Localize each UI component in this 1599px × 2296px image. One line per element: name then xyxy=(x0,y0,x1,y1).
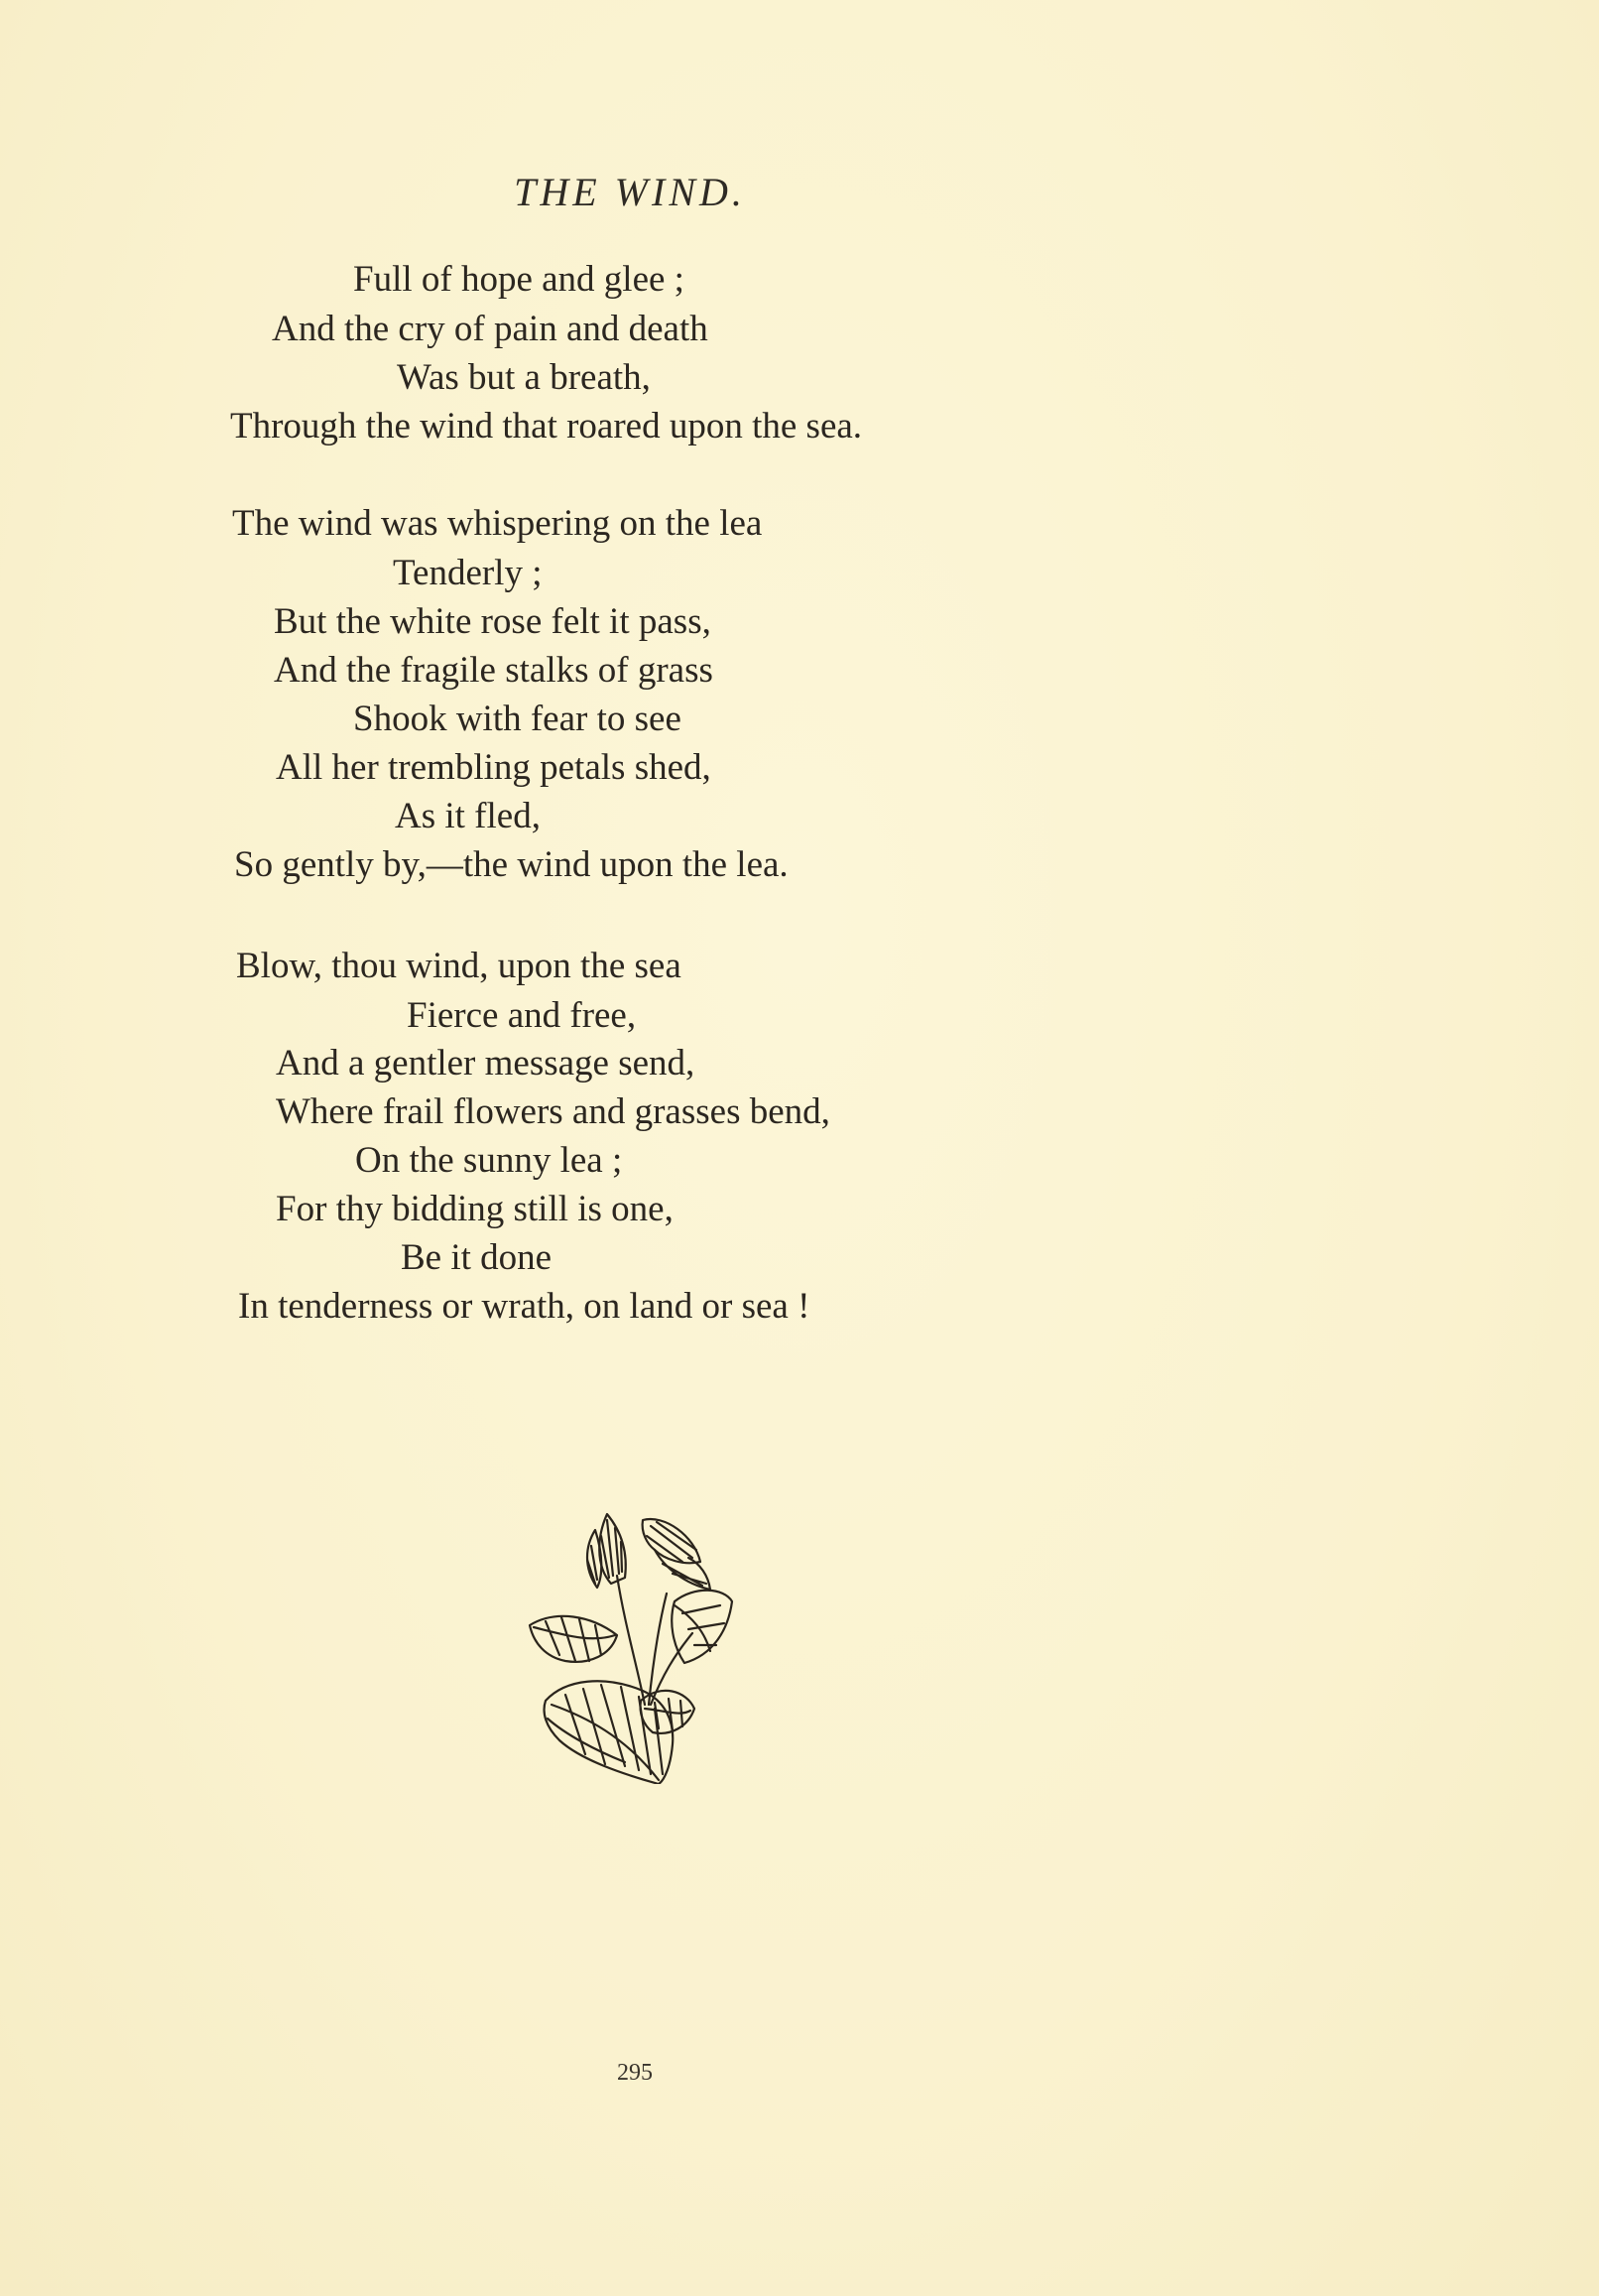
poem-line: Where frail flowers and grasses bend, xyxy=(276,1091,830,1132)
poem-line: Full of hope and glee ; xyxy=(353,259,684,300)
poem-line: All her trembling petals shed, xyxy=(276,747,711,788)
poem-line: Through the wind that roared upon the sea. xyxy=(230,406,863,446)
poem-line: For thy bidding still is one, xyxy=(276,1189,674,1229)
poem-line: Fierce and free, xyxy=(407,995,637,1036)
poem-line: Shook with fear to see xyxy=(353,699,681,739)
poem-line: On the sunny lea ; xyxy=(355,1140,623,1181)
poem-line: Tenderly ; xyxy=(393,553,543,593)
poem-line: Blow, thou wind, upon the sea xyxy=(236,946,681,986)
poem-line: In tenderness or wrath, on land or sea ! xyxy=(238,1286,810,1327)
poem-line: Was but a breath, xyxy=(397,357,651,398)
poem-line: The wind was whispering on the lea xyxy=(232,503,763,544)
poem-line: As it fled, xyxy=(395,796,541,836)
running-head: THE WIND. xyxy=(514,170,746,214)
page-number: 295 xyxy=(617,2060,653,2086)
poem-line: And a gentler message send, xyxy=(276,1043,695,1084)
poem-line: And the cry of pain and death xyxy=(272,309,708,349)
poem-line: But the white rose felt it pass, xyxy=(274,601,711,642)
flower-ornament-icon xyxy=(526,1506,744,1784)
poem-line: And the fragile stalks of grass xyxy=(274,650,713,691)
poem-line: Be it done xyxy=(401,1237,553,1278)
poem-line: So gently by,—the wind upon the lea. xyxy=(234,844,789,885)
